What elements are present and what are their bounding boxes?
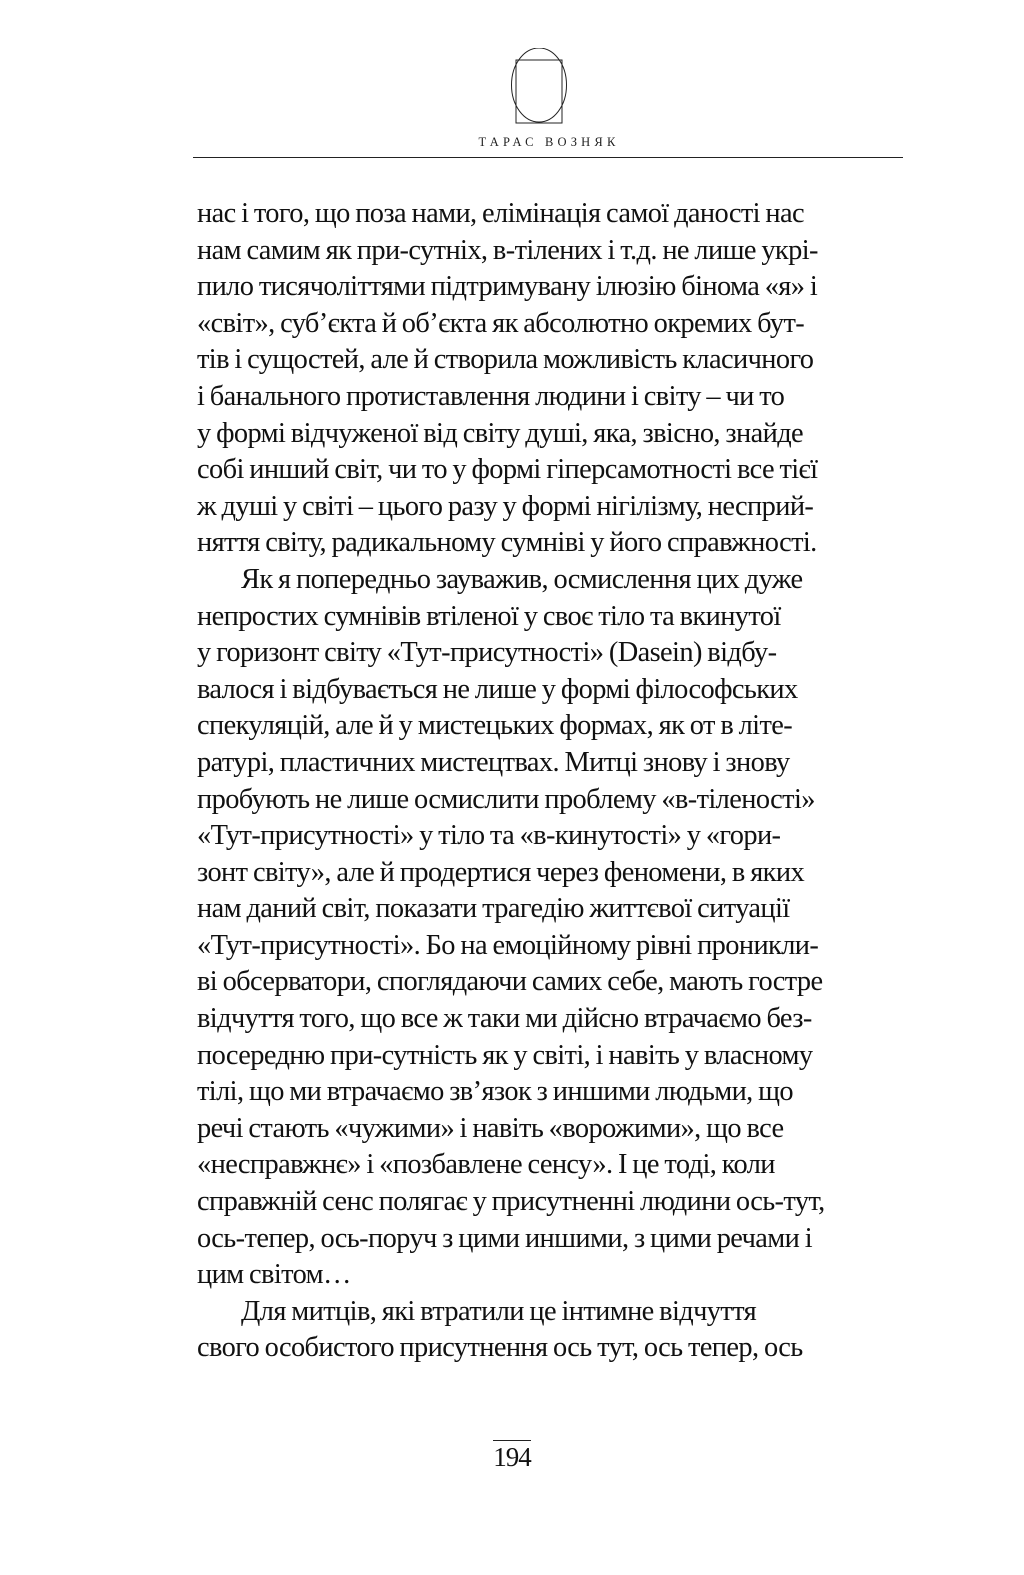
- text-line: речі стають «чужими» і навіть «ворожими», що все: [197, 1112, 784, 1144]
- text-line: справжній сенс полягає у присутненні людини ось-тут,: [197, 1186, 825, 1218]
- text-line: «несправжнє» і «позбавлене сенсу». І це тоді, коли: [197, 1149, 775, 1181]
- text-line-paragraph-start: Для митців, які втратили це інтимне відчуття: [241, 1295, 757, 1327]
- text-line: нам даний світ, показати трагедію життєвої ситуації: [197, 893, 790, 925]
- text-line: «Тут-присутності» у тіло та «в-кинутості» у «гори-: [197, 820, 781, 852]
- text-line: тілі, що ми втрачаємо зв’язок з иншими людьми, що: [197, 1076, 794, 1108]
- text-line: нам самим як при-сутніх, в-тілених і т.д. не лише укрі-: [197, 234, 818, 266]
- circle-square-emblem-icon: [508, 48, 570, 140]
- text-line: ось-тепер, ось-поруч з цими иншими, з цими речами і: [197, 1222, 813, 1254]
- text-line: свого особистого присутнення ось тут, ось тепер, ось: [197, 1332, 803, 1364]
- emblem-circle: [512, 48, 567, 122]
- text-line: валося і відбувається не лише у формі філософських: [197, 673, 798, 705]
- text-line-paragraph-end: цим світом…: [197, 1259, 351, 1291]
- text-line: і банального протиставлення людини і світу – чи то: [197, 380, 785, 412]
- text-line: непростих сумнівів втіленої у своє тіло та вкинутої: [197, 600, 781, 632]
- text-line: відчуття того, що все ж таки ми дійсно втрачаємо без-: [197, 1003, 812, 1035]
- text-line: пробують не лише осмислити проблему «в-тіленості»: [197, 783, 815, 815]
- text-line-paragraph-end: няття світу, радикальному сумніві у його справжності.: [197, 527, 817, 559]
- text-line: ж душі у світі – цього разу у формі нігілізму, несприй-: [197, 490, 814, 522]
- text-line: спекуляцій, але й у мистецьких формах, як от в літе-: [197, 710, 793, 742]
- text-line: нас і того, що поза нами, елімінація самої даності нас: [197, 198, 805, 229]
- page-number: 194: [493, 1442, 531, 1472]
- text-line: зонт світу», але й продертися через феномени, в яких: [197, 856, 805, 888]
- text-line: пило тисячоліттями підтримувану ілюзію бінома «я» і: [197, 271, 818, 303]
- text-line: ратурі, пластичних мистецтвах. Митці знову і знову: [197, 746, 790, 778]
- text-line: у формі відчуженої від світу душі, яка, звісно, знайде: [197, 417, 804, 449]
- text-line: у горизонт світу «Тут-присутності» (Dasein) відбу-: [197, 637, 777, 669]
- page-number-block: [0, 1440, 1024, 1471]
- text-line-paragraph-start: Як я попередньо зауважив, осмислення цих дуже: [241, 563, 803, 595]
- text-line: ві обсерватори, споглядаючи самих себе, мають гостре: [197, 966, 823, 998]
- running-head-author: ТАРАС ВОЗНЯК: [478, 135, 620, 149]
- text-line: собі инший світ, чи то у формі гіперсамотності все тієї: [197, 454, 818, 486]
- text-line: «Тут-присутності». Бо на емоційному рівні проникли-: [197, 929, 819, 961]
- header-rule: [193, 157, 903, 158]
- body-text: [197, 196, 903, 1367]
- text-line: посередню при-сутність як у світі, і навіть у власному: [197, 1039, 813, 1071]
- text-line: «світ», суб’єкта й об’єкта як абсолютно окремих бут-: [197, 307, 805, 339]
- text-line: тів і сущостей, але й створила можливість класичного: [197, 344, 814, 376]
- emblem-square: [516, 60, 562, 123]
